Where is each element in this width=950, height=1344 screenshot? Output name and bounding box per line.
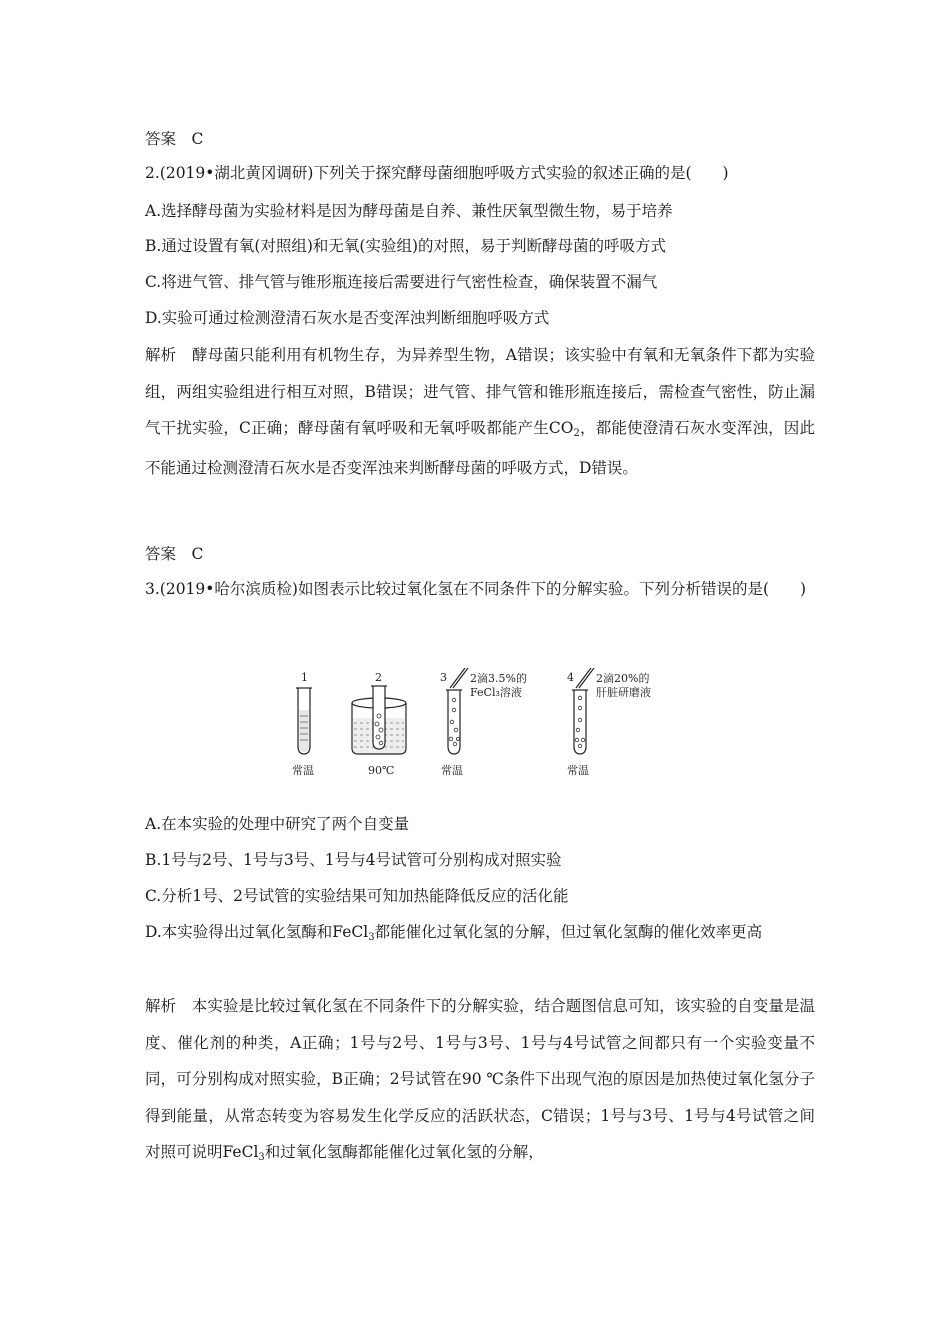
tube-3-reagent-line1: 2滴3.5%的 (470, 672, 527, 685)
q2-option-a: A.选择酵母菌为实验材料是因为酵母菌是自养、兼性厌氧型微生物，易于培养 (145, 202, 673, 220)
tube-4-reagent-line1: 2滴20%的 (596, 672, 650, 685)
tube-3-condition: 常温 (441, 764, 463, 777)
q2-option-b: B.通过设置有氧(对照组)和无氧(实验组)的对照，易于判断酵母菌的呼吸方式 (145, 237, 667, 255)
tube-4 (567, 668, 651, 754)
tube-1-number: 1 (301, 671, 308, 684)
q3-option-b: B.1号与2号、1号与3号、1号与4号试管可分别构成对照实验 (145, 851, 562, 869)
q3-stem: 3.(2019•哈尔滨质检)如图表示比较过氧化氢在不同条件下的分解实验。下列分析错误的是( ) (145, 580, 807, 598)
q1-answer: 答案 C (145, 130, 204, 148)
tube-3-number: 3 (440, 671, 447, 684)
tube-4-number: 4 (567, 671, 574, 684)
q3-option-c: C.分析1号、2号试管的实验结果可知加热能降低反应的活化能 (145, 887, 569, 905)
tube-3-reagent-line2: FeCl₃溶液 (470, 686, 522, 699)
tube-1-condition: 常温 (292, 764, 314, 777)
q3-option-d: D.本实验得出过氧化氢酶和FeCl3都能催化过氧化氢的分解，但过氧化氢酶的催化效率更高 (145, 923, 763, 943)
q3-analysis: 解析 本实验是比较过氧化氢在不同条件下的分解实验，结合题图信息可知，该实验的自变量是温度、催化剂的种类，A正确；1号与2号、1号与3号、1号与4号试管之间都只有一个实验变量不同，可分别构成对照实验，B正确；2号试管在90 ℃条件下出现气泡的原因是加热使过氧化氢分子得到能量，从常态转变为容易发生化学反应的活跃状态，C错误；1号与3号、1号与4号试管之间对照可说明FeCl3和过氧化氢酶都能催化过氧化氢的分解， (145, 997, 815, 1163)
tube-2-condition: 90℃ (368, 764, 395, 777)
experiment-figure (290, 668, 680, 783)
q3-option-a: A.在本实验的处理中研究了两个自变量 (145, 815, 410, 833)
q2-analysis: 解析 酵母菌只能利用有机物生存，为异养型生物，A错误；该实验中有氧和无氧条件下都为实验组，两组实验组进行相互对照，B错误；进气管、排气管和锥形瓶连接后，需检查气密性，防止漏气干扰实验，C正确；酵母菌有氧呼吸和无氧呼吸都能产生CO2，都能使澄清石灰水变浑浊，因此不能通过检测澄清石灰水是否变浑浊来判断酵母菌的呼吸方式，D错误。 (145, 346, 815, 477)
tube-4-condition: 常温 (567, 764, 589, 777)
tube-3 (440, 668, 527, 754)
q2-option-c: C.将进气管、排气管与锥形瓶连接后需要进行气密性检查，确保装置不漏气 (145, 273, 658, 291)
test-tube-diagram (290, 668, 680, 783)
q2-option-d: D.实验可通过检测澄清石灰水是否变浑浊判断细胞呼吸方式 (145, 309, 550, 327)
q2-answer: 答案 C (145, 545, 204, 563)
tube-2-number: 2 (375, 671, 382, 684)
tube-1 (296, 671, 312, 754)
tube-2-water-bath (352, 671, 406, 754)
tube-4-reagent-line2: 肝脏研磨液 (596, 686, 651, 699)
q2-stem: 2.(2019•湖北黄冈调研)下列关于探究酵母菌细胞呼吸方式实验的叙述正确的是( ) (145, 164, 729, 182)
